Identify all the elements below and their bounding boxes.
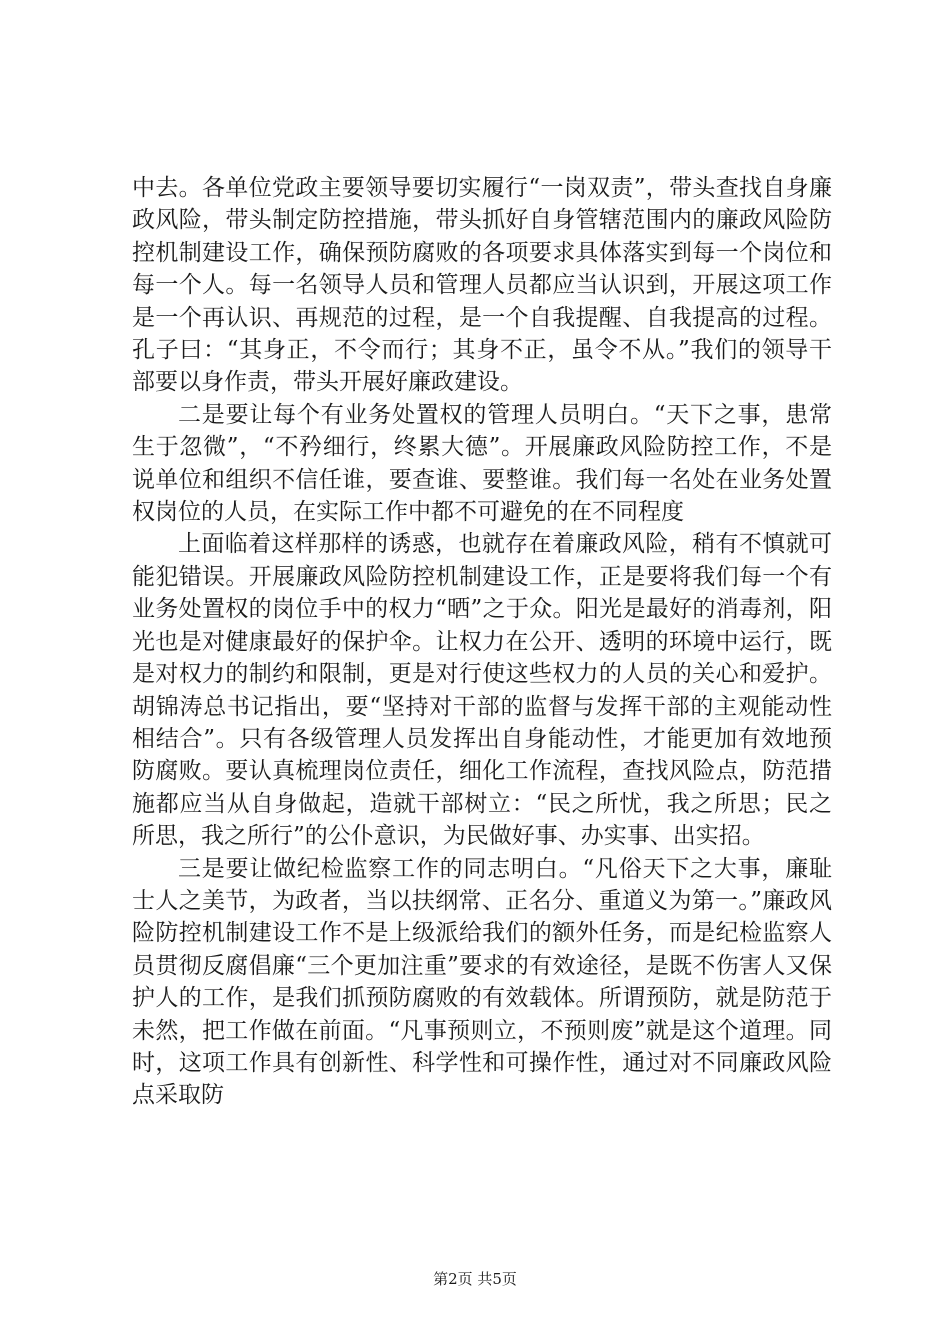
- page-number-footer: 第2页 共5页: [433, 1270, 517, 1288]
- paragraph-4: 三是要让做纪检监察工作的同志明白。“凡俗天下之大事，廉耻士人之美节，为政者，当以扶纲常、正名分、重道义为第一。”廉政风险防控机制建设工作不是上级派给我们的额外任务，而是纪检监察人员贯彻反腐倡廉“三个更加注重”要求的有效途径，是既不伤害人又保护人的工作，是我们抓预防腐败的有效载体。所谓预防，就是防范于未然，把工作做在前面。“凡事预则立，不预则废”就是这个道理。同时，这项工作具有创新性、科学性和可操作性，通过对不同廉政风险点采取防: [132, 855, 832, 1109]
- paragraph-3: 上面临着这样那样的诱惑，也就存在着廉政风险，稍有不慎就可能犯错误。开展廉政风险防控机制建设工作，正是要将我们每一个有业务处置权的岗位手中的权力“晒”之于众。阳光是最好的消毒剂，阳光也是对健康最好的保护伞。让权力在公开、透明的环境中运行，既是对权力的制约和限制，更是对行使这些权力的人员的关心和爱护。胡锦涛总书记指出，要“坚持对干部的监督与发挥干部的主观能动性相结合”。只有各级管理人员发挥出自身能动性，才能更加有效地预防腐败。要认真梳理岗位责任，细化工作流程，查找风险点，防范措施都应当从自身做起，造就干部树立：“民之所忧，我之所思；民之所思，我之所行”的公仆意识，为民做好事、办实事、出实招。: [132, 531, 832, 850]
- paragraph-1: 中去。各单位党政主要领导要切实履行“一岗双责”，带头查找自身廉政风险，带头制定防控措施，带头抓好自身管辖范围内的廉政风险防控机制建设工作，确保预防腐败的各项要求具体落实到每一个岗位和每一个人。每一名领导人员和管理人员都应当认识到，开展这项工作是一个再认识、再规范的过程，是一个自我提醒、自我提高的过程。孔子曰：“其身正，不令而行；其身不正，虽令不从。”我们的领导干部要以身作责，带头开展好廉政建设。: [132, 175, 832, 396]
- paragraph-2: 二是要让每个有业务处置权的管理人员明白。“天下之事，患常生于忽微”，“不矜细行，终累大德”。开展廉政风险防控工作，不是说单位和组织不信任谁，要查谁、要整谁。我们每一名处在业务处置权岗位的人员，在实际工作中都不可避免的在不同程度: [132, 401, 832, 526]
- document-body: [132, 172, 832, 1112]
